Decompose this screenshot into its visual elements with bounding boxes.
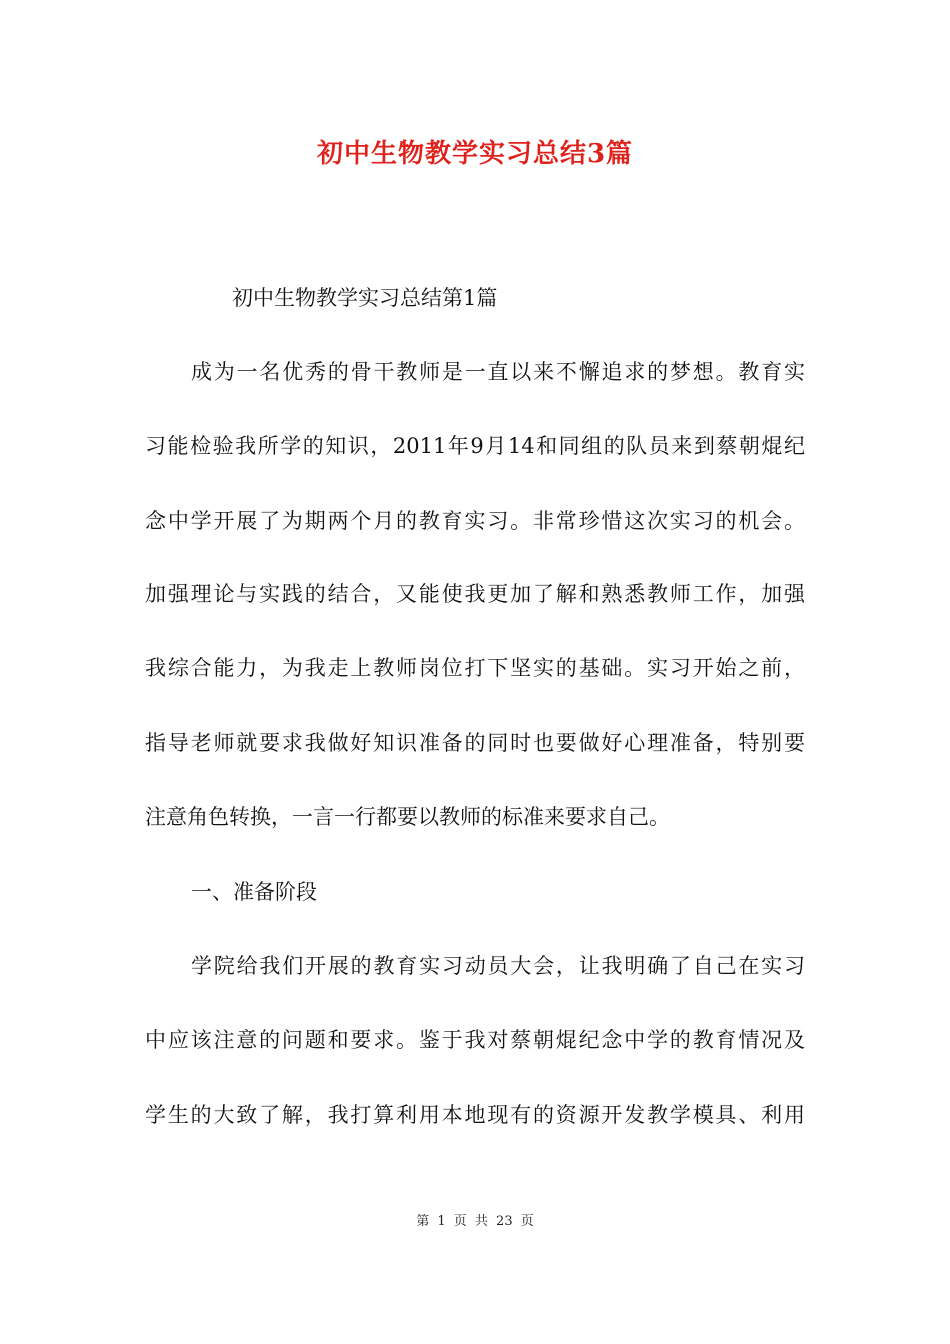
paragraph-line: 习能检验我所学的知识，2011年9月14和同组的队员来到蔡朝焜纪: [145, 434, 805, 458]
page-number-footer: 第 1 页 共 23 页: [416, 1214, 534, 1229]
paragraph-line: 念中学开展了为期两个月的教育实习。非常珍惜这次实习的机会。: [145, 509, 805, 533]
paragraph-line: 加强理论与实践的结合，又能使我更加了解和熟悉教师工作，加强: [145, 582, 805, 606]
paragraph-line: 中应该注意的问题和要求。鉴于我对蔡朝焜纪念中学的教育情况及: [145, 1028, 805, 1052]
paragraph-line: 我综合能力，为我走上教师岗位打下坚实的基础。实习开始之前，: [145, 656, 805, 680]
section-heading: 一、准备阶段: [191, 880, 317, 904]
paragraph-line: 指导老师就要求我做好知识准备的同时也要做好心理准备，特别要: [145, 731, 805, 755]
paragraph-line: 注意角色转换，一言一行都要以教师的标准来要求自己。: [145, 805, 670, 829]
paragraph-line: 成为一名优秀的骨干教师是一直以来不懈追求的梦想。教育实: [191, 360, 805, 384]
section-title: 初中生物教学实习总结第1篇: [232, 286, 498, 310]
paragraph-line: 学院给我们开展的教育实习动员大会，让我明确了自己在实习: [191, 954, 805, 978]
document-title: 初中生物教学实习总结3篇: [316, 139, 634, 169]
paragraph-line: 学生的大致了解，我打算利用本地现有的资源开发教学模具、利用: [145, 1103, 805, 1127]
